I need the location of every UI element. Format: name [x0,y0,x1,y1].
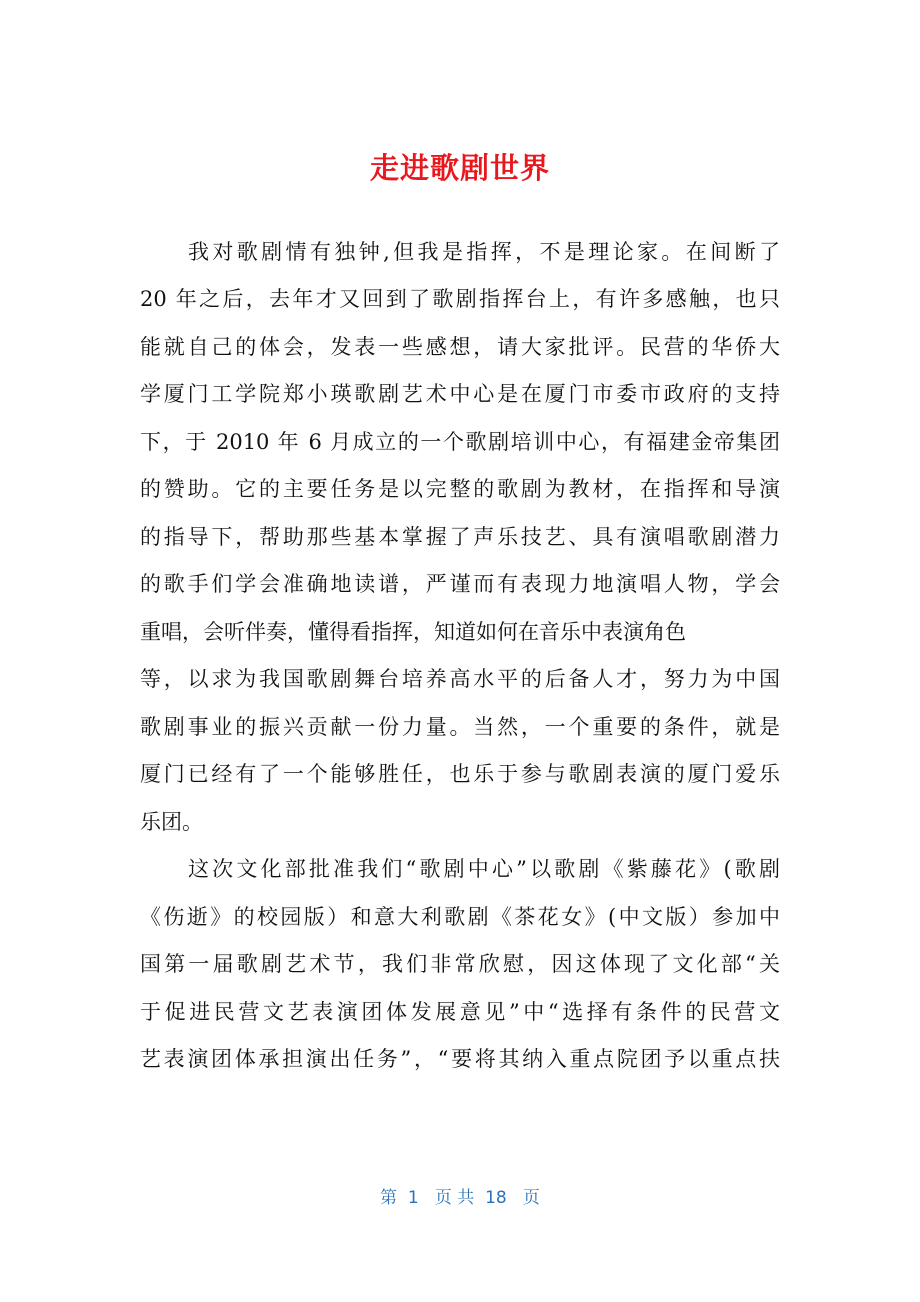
paragraph-line: 重唱，会听伴奏，懂得看指挥，知道如何在音乐中表演角色 [140,620,686,644]
paragraph-line: 我对歌剧情有独钟,但我是指挥，不是理论家。在间断了 [188,240,780,264]
paragraph-line: 乐团。 [140,810,203,834]
paragraph-line: 20 年之后，去年才又回到了歌剧指挥台上，有许多感触，也只 [140,287,780,311]
paragraph-line: 能就自己的体会，发表一些感想，请大家批评。民营的华侨大 [140,335,780,359]
paragraph-line: 学厦门工学院郑小瑛歌剧艺术中心是在厦门市委市政府的支持 [140,382,780,406]
paragraph-line: 歌剧事业的振兴贡献一份力量。当然，一个重要的条件，就是 [140,715,780,739]
paragraph-line: 厦门已经有了一个能够胜任，也乐于参与歌剧表演的厦门爱乐 [140,762,780,786]
paragraph-line: 这次文化部批准我们“歌剧中心”以歌剧《紫藤花》(歌剧 [188,857,780,881]
paragraph-line: 艺表演团体承担演出任务”，“要将其纳入重点院团予以重点扶 [140,1047,780,1071]
paragraph-line: 等，以求为我国歌剧舞台培养高水平的后备人才，努力为中国 [140,667,780,691]
paragraph-line: 国第一届歌剧艺术节，我们非常欣慰，因这体现了文化部“关 [140,952,780,976]
paragraph-line: 于促进民营文艺表演团体发展意见”中“选择有条件的民营文 [140,1000,780,1024]
paragraph-line: 《伤逝》的校园版）和意大利歌剧《茶花女》(中文版）参加中 [140,905,780,929]
page-number-footer: 第 1 页 共 18 页 [380,1188,540,1208]
document-title: 走进歌剧世界 [369,151,550,185]
paragraph-line: 的歌手们学会准确地读谱，严谨而有表现力地演唱人物，学会 [140,572,780,596]
paragraph-line: 的指导下，帮助那些基本掌握了声乐技艺、具有演唱歌剧潜力 [140,525,780,549]
paragraph-line: 下，于 2010 年 6 月成立的一个歌剧培训中心，有福建金帝集团 [140,430,780,454]
paragraph-line: 的赞助。它的主要任务是以完整的歌剧为教材，在指挥和导演 [140,477,780,501]
